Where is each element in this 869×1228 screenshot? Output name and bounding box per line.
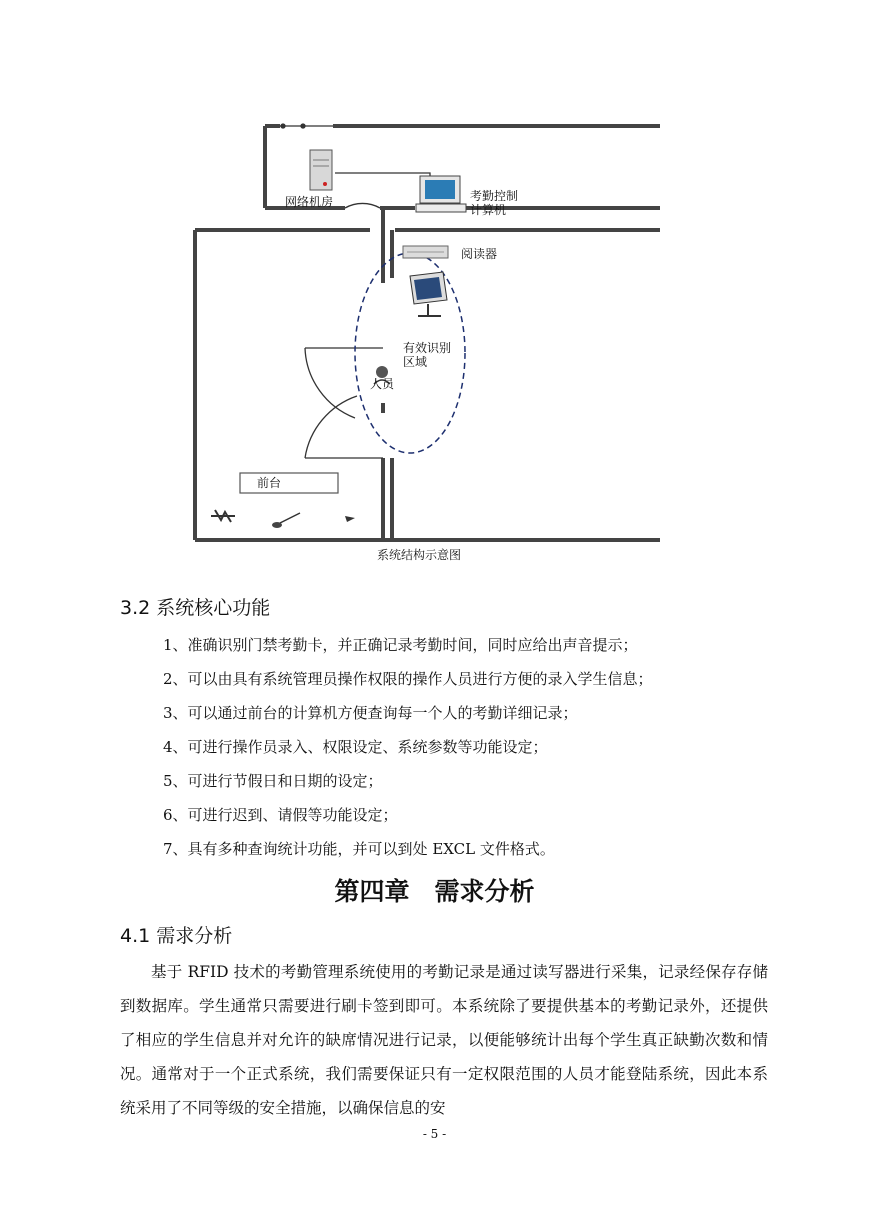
plant-icon (211, 510, 235, 522)
terminal-icon (410, 272, 447, 316)
server-room-label: 网络机房 (285, 195, 334, 209)
section-3-2-heading: 3.2 系统核心功能 (120, 597, 271, 619)
section-4-1-heading: 4.1 需求分析 (120, 925, 233, 947)
zone-label-line1: 有效识别 (403, 341, 452, 355)
reader-label: 阅读器 (461, 247, 498, 261)
figure-caption: 系统结构示意图 (377, 548, 462, 562)
list-item: 7、具有多种查询统计功能，并可以到处 EXCL 文件格式。 (163, 840, 555, 858)
reader-icon (403, 246, 448, 258)
core-functions-list (163, 628, 653, 866)
list-item: 4、可进行操作员录入、权限设定、系统参数等功能设定； (163, 738, 548, 756)
zone-label-line2: 区域 (403, 355, 428, 369)
guitar-icon (272, 513, 300, 528)
list-item: 3、可以通过前台的计算机方便查询每一个人的考勤详细记录； (163, 704, 578, 722)
body-paragraph: 基于 RFID 技术的考勤管理系统使用的考勤记录是通过读写器进行采集，记录经保存存储到数据库。学生通常只需要进行刷卡签到即可。本系统除了要提供基本的考勤记录外，还提供了相应的学生信息并对允许的缺席情况进行记录，以便能够统计出每个学生真正缺勤次数和情况。通常对于一个正式系统，我们需要保证只有一定权限范围的人员才能登陆系统，因此本系统采用了不同等级的安全措施，以确保信息的安 (120, 963, 768, 1117)
person-label: 人员 (370, 377, 395, 391)
list-item: 2、可以由具有系统管理员操作权限的操作人员进行方便的录入学生信息； (163, 670, 653, 688)
control-computer-icon (416, 176, 466, 212)
system-structure-figure (185, 118, 665, 568)
control-pc-label-line2: 计算机 (470, 203, 507, 217)
server-icon (310, 150, 332, 190)
front-desk-label: 前台 (257, 476, 282, 490)
page-number: - 5 - (422, 1127, 447, 1141)
list-item: 5、可进行节假日和日期的设定； (163, 772, 383, 790)
chapter-title: 第四章 需求分析 (334, 877, 535, 906)
list-item: 1、准确识别门禁考勤卡，并正确记录考勤时间，同时应给出声音提示； (163, 636, 638, 654)
front-desk-box (240, 473, 338, 493)
control-pc-label-line1: 考勤控制 (470, 189, 519, 203)
list-item: 6、可进行迟到、请假等功能设定； (163, 806, 398, 824)
decor-icon (345, 516, 355, 522)
